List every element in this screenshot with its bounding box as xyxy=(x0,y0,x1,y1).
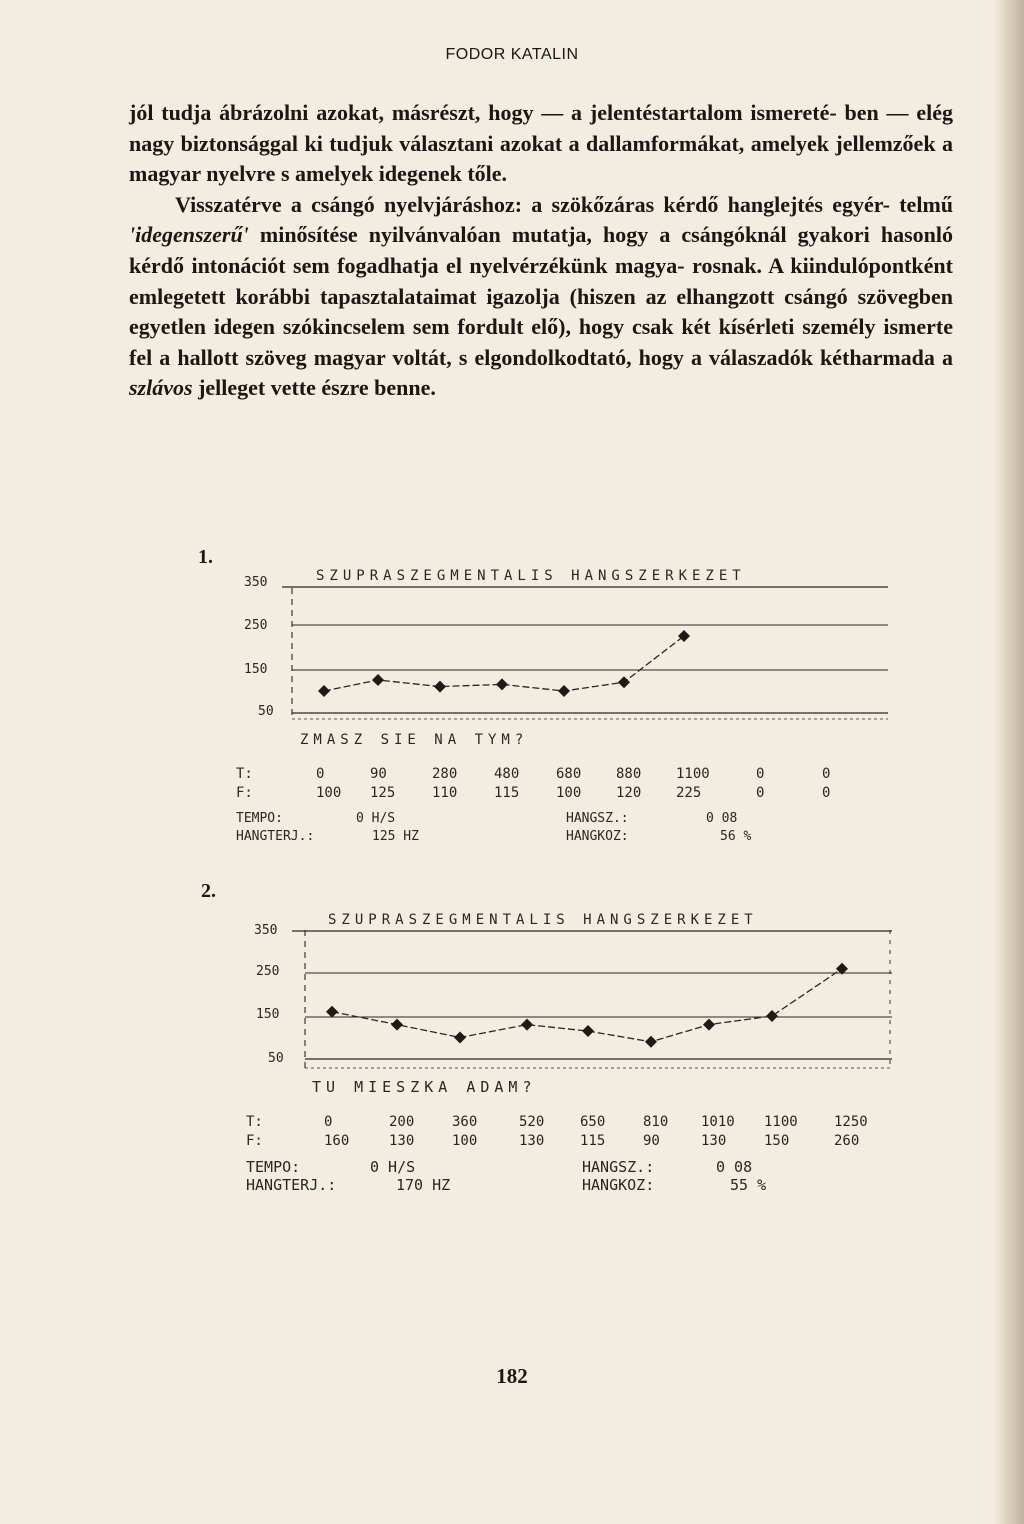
figure-2-range-label: HANGTERJ.: xyxy=(246,1176,337,1194)
figure-2-vowels-value: 0 08 xyxy=(716,1158,753,1176)
figure-1-tempo-value: 0 H/S xyxy=(356,811,396,826)
figure-2-t-value: 200 xyxy=(389,1114,415,1130)
figure-2-f-value: 130 xyxy=(389,1133,415,1149)
figure-2-f-value: 100 xyxy=(452,1133,478,1149)
figure-1-f-value: 115 xyxy=(494,785,520,801)
figure-2-f-label: F: xyxy=(246,1133,263,1149)
figure-1-tempo-label: TEMPO: xyxy=(236,811,283,826)
figure-1-utterance: ZMASZ SIE NA TYM? xyxy=(300,732,529,748)
figure-1-f-value: 100 xyxy=(556,785,582,801)
figure-1-f-value: 120 xyxy=(616,785,642,801)
figure-2-ytick-350: 350 xyxy=(254,923,278,938)
figure-2-number: 2. xyxy=(201,880,216,902)
figure-1-interval-label: HANGKOZ: xyxy=(566,829,629,844)
figure-2-contour-point xyxy=(582,1025,594,1037)
figure-2-f-value: 130 xyxy=(701,1133,727,1149)
paragraph-2-text-c: jelleget vette észre benne. xyxy=(192,375,436,401)
figure-1-t-value: 480 xyxy=(494,766,520,782)
figure-1-t-value: 0 xyxy=(316,766,325,782)
figure-1-ytick-50: 50 xyxy=(258,704,274,719)
figure-1-t-value: 0 xyxy=(756,766,765,782)
figure-1-number: 1. xyxy=(198,546,213,568)
figure-1-vowels-value: 0 08 xyxy=(706,811,738,826)
figure-1-t-value: 1100 xyxy=(676,766,710,782)
figure-1-t-value: 880 xyxy=(616,766,642,782)
figure-1-f-value: 0 xyxy=(756,785,765,801)
figure-1-t-value: 680 xyxy=(556,766,582,782)
figure-1-interval-value: 56 % xyxy=(720,829,752,844)
paragraph-2-text-a: Visszatérve a csángó nyelvjáráshoz: a szökőzáras kérdő hanglejtés egyér- telmű xyxy=(175,191,953,217)
figure-1-f-value: 0 xyxy=(822,785,831,801)
figure-2-tempo-label: TEMPO: xyxy=(246,1158,301,1176)
figure-2-f-value: 130 xyxy=(519,1133,545,1149)
figure-2-ytick-250: 250 xyxy=(256,964,280,979)
figure-2-t-value: 650 xyxy=(580,1114,606,1130)
figure-2-contour-point xyxy=(326,1006,338,1018)
figure-2-contour-point xyxy=(454,1032,466,1044)
figure-1-f-value: 100 xyxy=(316,785,342,801)
figure-1-t-value: 280 xyxy=(432,766,458,782)
figure-2-title: SZUPRASZEGMENTALIS HANGSZERKEZET xyxy=(328,912,758,928)
figure-1-range-value: 125 HZ xyxy=(372,829,419,844)
figure-2-y-axis xyxy=(254,923,890,1070)
figure-1-f-label: F: xyxy=(236,785,253,801)
paragraph-1-text: jól tudja ábrázolni azokat, másrészt, hogy — a jelentéstartalom ismereté- ben — elég nagy biztonsággal ki tudjuk választani azokat a dallamformákat, amelyek jellemzőek a magyar nyelvre s amelyek idegenek tőle. xyxy=(129,100,953,187)
running-header: FODOR KATALIN xyxy=(445,46,579,63)
figure-2-f-value: 90 xyxy=(643,1133,660,1149)
figure-2-gridlines xyxy=(292,931,892,1068)
figure-2-t-value: 360 xyxy=(452,1114,478,1130)
figure-2-t-value: 520 xyxy=(519,1114,545,1130)
figure-1-t-value: 90 xyxy=(370,766,387,782)
term-szlavos: szlávos xyxy=(129,375,193,401)
figure-1-f-value: 225 xyxy=(676,785,702,801)
figure-1-f-value: 125 xyxy=(370,785,396,801)
figure-2-f-value: 150 xyxy=(764,1133,790,1149)
figure-2-f-value: 115 xyxy=(580,1133,606,1149)
figure-2-interval-label: HANGKOZ: xyxy=(582,1176,655,1194)
figure-2-t-value: 810 xyxy=(643,1114,669,1130)
figure-1-ytick-150: 150 xyxy=(244,662,268,677)
figure-1-ytick-250: 250 xyxy=(244,618,268,633)
figure-1-ytick-350: 350 xyxy=(244,575,268,590)
figure-2-interval-value: 55 % xyxy=(730,1176,767,1194)
figure-2-t-label: T: xyxy=(246,1114,263,1130)
figure-2-ytick-150: 150 xyxy=(256,1007,280,1022)
figure-2-contour xyxy=(326,963,848,1048)
figure-2-t-value: 1010 xyxy=(701,1114,735,1130)
figure-2-vowels-label: HANGSZ.: xyxy=(582,1158,655,1176)
figure-1-title: SZUPRASZEGMENTALIS HANGSZERKEZET xyxy=(316,568,746,584)
figure-1-t-label: T: xyxy=(236,766,253,782)
figure-2-t-value: 0 xyxy=(324,1114,333,1130)
figure-2-contour-point xyxy=(645,1036,657,1048)
figure-2-contour-point xyxy=(766,1010,778,1022)
figure-2-f-row xyxy=(324,1133,859,1149)
page-number: 182 xyxy=(496,1364,528,1388)
figure-2-t-value: 1100 xyxy=(764,1114,798,1130)
figure-2-contour-point xyxy=(391,1019,403,1031)
paragraph-2-text-b: minősítése nyilvánvalóan mutatja, hogy a csángóknál gyakori hasonló kérdő intonációt sem fogadhatja el nyelvérzékünk magya- rosnak. A kiindulópontként emlegetett korábbi tapasztalataimat igazolja (hiszen az elhangzott csángó szövegben egyetlen idegen szókincselem sem fordult elő), hogy csak két kísérleti személy ismerte fel a hallott szöveg magyar voltát, s elgondolkodtató, hogy a válaszadók kétharmada a xyxy=(129,222,953,370)
figure-2-tempo-value: 0 H/S xyxy=(370,1158,416,1176)
term-idegenszeru: 'idegenszerű' xyxy=(129,222,249,248)
figure-1-range-label: HANGTERJ.: xyxy=(236,829,315,844)
figure-1-f-value: 110 xyxy=(432,785,458,801)
figure-2-range-value: 170 HZ xyxy=(396,1176,451,1194)
figure-2-contour-point xyxy=(521,1019,533,1031)
figure-2-contour-point xyxy=(703,1019,715,1031)
figure-2-t-value: 1250 xyxy=(834,1114,868,1130)
figure-1-t-value: 0 xyxy=(822,766,831,782)
figure-1-vowels-label: HANGSZ.: xyxy=(566,811,629,826)
figure-2-f-value: 160 xyxy=(324,1133,350,1149)
figure-2-utterance: TU MIESZKA ADAM? xyxy=(312,1078,537,1096)
figure-2-f-value: 260 xyxy=(834,1133,860,1149)
figure-2-ytick-50: 50 xyxy=(268,1051,284,1066)
figure-2-t-row xyxy=(324,1114,868,1130)
